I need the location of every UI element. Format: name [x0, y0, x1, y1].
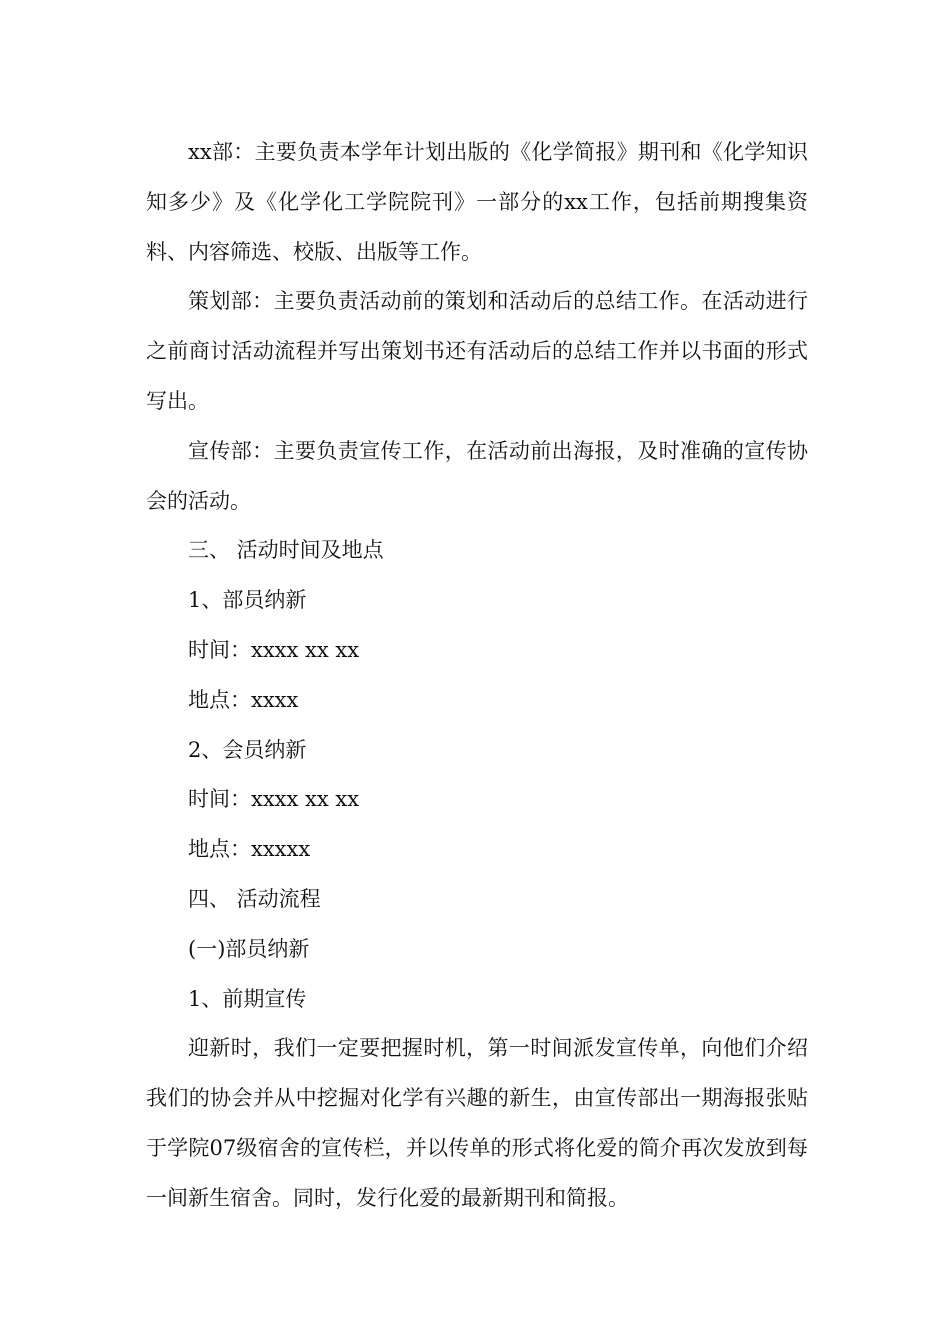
detail-place-1: 地点：xxxx: [188, 687, 299, 712]
paragraph-department-xx: xx部：主要负责本学年计划出版的《化学简报》期刊和《化学知识知多少》及《化学化工学院院刊》一部分的xx工作，包括前期搜集资料、内容筛选、校版、出版等工作。: [146, 140, 808, 264]
document-body: [146, 128, 808, 1224]
subheading-early-publicity: 1、前期宣传: [188, 986, 307, 1011]
detail-time-1: 时间：xxxx xx xx: [188, 637, 360, 662]
paragraph-publicity-department: 宣传部：主要负责宣传工作，在活动前出海报，及时准确的宣传协会的活动。: [146, 438, 808, 513]
subheading-part-one: (一)部员纳新: [188, 936, 310, 961]
paragraph-welcome-publicity: 迎新时，我们一定要把握时机，第一时间派发宣传单，向他们介绍我们的协会并从中挖掘对化学有兴趣的新生，由宣传部出一期海报张贴于学院07级宿舍的宣传栏，并以传单的形式将化爱的简介再次发放到每一间新生宿舍。同时，发行化爱的最新期刊和简报。: [146, 1036, 808, 1210]
detail-time-2: 时间：xxxx xx xx: [188, 787, 360, 812]
section-heading-process: 四、 活动流程: [188, 886, 321, 911]
detail-place-2: 地点：xxxxx: [188, 837, 311, 862]
subheading-association-recruit: 2、会员纳新: [188, 737, 307, 762]
paragraph-planning-department: 策划部：主要负责活动前的策划和活动后的总结工作。在活动进行之前商讨活动流程并写出策划书还有活动后的总结工作并以书面的形式写出。: [146, 289, 808, 413]
section-heading-time-place: 三、 活动时间及地点: [188, 538, 384, 563]
subheading-member-recruit: 1、部员纳新: [188, 588, 307, 613]
